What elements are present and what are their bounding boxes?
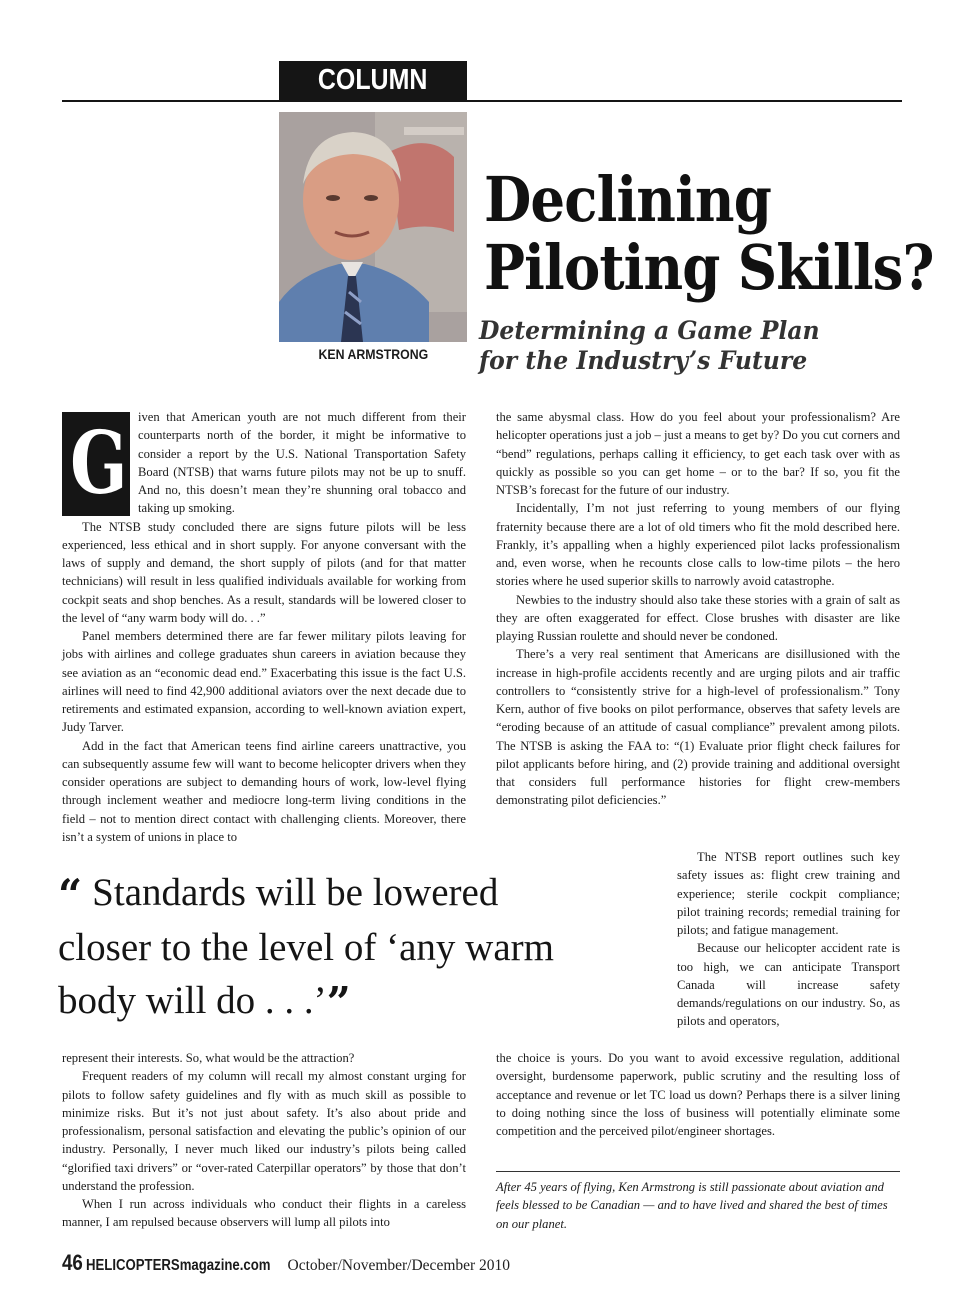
paragraph: Frequent readers of my column will recall my almost constant urging for pilots to follow safety guidelines and fly with as much skill as possible to minimize risks. But it’s not just about safety. It’s also about pride and professionalism, personal satisfaction and elevating the public’s opinion of our industry. Personally, I never much liked our industry’s pilots being called “glorified taxi drivers” or “over-rated Caterpillar operators” by those that don’t understand the profession. — [62, 1069, 466, 1193]
header-rule — [62, 100, 902, 102]
title-line: Declining — [484, 163, 772, 236]
body-column-right-continued — [496, 1049, 900, 1140]
article-title — [484, 163, 944, 304]
paragraph: Incidentally, I’m not just referring to young members of our flying fraternity because there are a lot of old timers who fit the mold described here. Frankly, it’s appalling when a highly experienced pilot lacks professionalism and, even worse, when he recounts close calls to low-time pilots – the hero stories where he used superior skills to narrowly avoid catastrophe. — [496, 501, 900, 589]
paragraph: There’s a very real sentiment that Americans are disillusioned with the increase in high-profile accidents recently and are urging pilots and air traffic controllers to “consistently strive for a high-level of professionalism.” Tony Kern, author of five books on pilot performance, observes that safety levels are “eroding because of an attitude of casual compliance” prevalent among pilots. The NTSB is asking the FAA to: “(1) Evaluate prior flight check failures for pilot applicants before hiring, and (2) provide training and additional oversight that considers full performance histories for flight crew-members demonstrating pilot deficiencies.” — [496, 647, 900, 808]
paragraph: The NTSB study concluded there are signs future pilots will be less experienced, less ethical and in short supply. For anyone conversant with the laws of supply and demand, the short supply of pilots (and for that matter technicians) will result in less qualified individuals available for working from cockpit seats and shop benches. As a result, standards will be lowered closer to the level of “any warm body will do. . .” — [62, 519, 466, 625]
paragraph: The NTSB report outlines such key safety issues as: flight crew training and experience; sterile cockpit compliance; pilot training records; remedial training for pilots; and fatigue management. — [677, 850, 900, 937]
paragraph: the choice is yours. Do you want to avoid excessive regulation, additional oversight, burdensome paperwork, public scrutiny and the resulting loss of acceptance and revenue or let TC load us down? Perhaps there is a silver lining to doing nothing since the loss of business will potentially eliminate some competition and the perceived pilot/engineer shortages. — [496, 1051, 900, 1138]
subtitle-line: Determining a Game Plan — [479, 316, 820, 345]
subtitle-line: for the Industry’s Future — [479, 346, 808, 375]
body-column-left-continued — [62, 1049, 466, 1232]
paragraph: iven that American youth are not much different from their counterparts north of the border, it might be informative to consider a report by the U.S. National Transportation Safety Board (NTSB) that warns future pilots may not be up to snuff. And no, this doesn’t mean they’re shunning oral tobacco and taking up smoking. — [138, 410, 466, 516]
paragraph: Because our helicopter accident rate is too high, we can anticipate Transport Canada will increase safety demands/regulations on our industry. So, as pilots and operators, — [677, 941, 900, 1029]
body-column-right-narrow — [677, 848, 900, 1031]
paragraph: the same abysmal class. How do you feel about your professionalism? Are helicopter operations just a job – just a means to get by? Do you cut corners and “bend” regulations, perhaps calling it efficiency, to get each task over with as quickly as possible so you can get home – or to the bar? If so, you fit the NTSB’s forecast for the future of our industry. — [496, 410, 900, 497]
article-subtitle — [479, 316, 919, 376]
author-bio: After 45 years of flying, Ken Armstrong is still passionate about aviation and feels blessed to be Canadian — and to have lived and shared the best of times on our planet. — [496, 1180, 888, 1231]
paragraph: When I run across individuals who conduct their flights in a careless manner, I am repulsed because observers will lump all pilots into — [62, 1197, 466, 1230]
paragraph: Add in the fact that American teens find airline careers unattractive, you can subsequently assume few will want to become helicopter drivers when they consider operations are subject to demanding hours of work, low-level flying through inclement weather and mediocre long-term living conditions in the field – not to mention direct contact with challenging clients. Moreover, there isn’t a system of unions in place to — [62, 738, 466, 844]
magazine-website: HELICOPTERSmagazine.com — [86, 1257, 271, 1274]
paragraph: represent their interests. So, what would be the attraction? — [62, 1051, 355, 1065]
page-number: 46 — [62, 1250, 83, 1275]
issue-date: October/November/December 2010 — [287, 1257, 511, 1274]
page-footer — [62, 1250, 510, 1276]
pull-quote-text: Standards will be lowered closer to the level of ‘any warm body will do . . .’ — [58, 871, 554, 1022]
author-photo — [279, 112, 467, 342]
paragraph: Panel members determined there are far fewer military pilots leaving for jobs with airlines and college graduates shun careers in aviation because they see aviation as an “economic dead end.” Exacerbating this issue is the fact U.S. airlines will need to find 42,900 additional aviators over the next decade due to retirements and estimated expansion, according to well-known aviation expert, Judy Tarver. — [62, 629, 466, 735]
section-label: COLUMN — [279, 61, 467, 100]
body-column-left — [62, 408, 466, 846]
quote-open-mark: “ — [58, 870, 83, 919]
body-column-right — [496, 408, 900, 810]
paragraph: Newbies to the industry should also take these stories with a grain of salt as they are often exaggerated for effect. Close brushes with disaster are like playing Russian roulette and should never be condoned. — [496, 592, 900, 643]
quote-close-mark: ” — [326, 978, 351, 1027]
drop-cap: G — [62, 412, 130, 516]
title-line: Piloting Skills? — [484, 231, 934, 304]
bio-rule — [496, 1171, 900, 1172]
author-name: KEN ARMSTRONG — [318, 346, 428, 362]
pull-quote — [58, 866, 578, 1029]
